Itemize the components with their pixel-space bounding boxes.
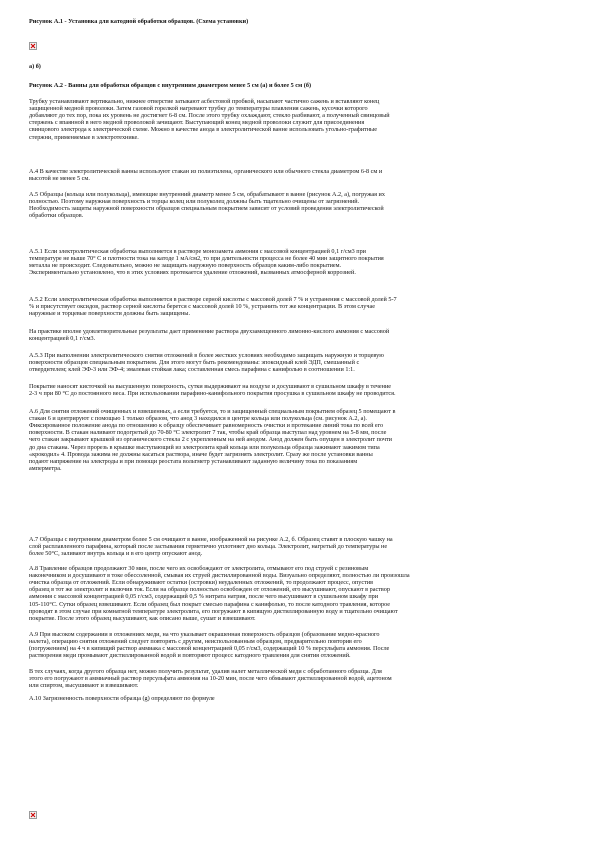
paragraph-line: наружные и торцевые поверхности должны быть защищены. xyxy=(29,310,191,318)
paragraph-line: На практике вполне удовлетворительные результаты дает применение раствора двухзамещенного лимонно-кислого аммония с массовой xyxy=(29,328,390,335)
paragraph-line: отвердителем; клей ЭФ-3 или ЭФ-4; эмалевая стойкая лака; составленная смесь парафина с канифолью в соотношении 1:1. xyxy=(29,366,355,374)
paragraph-line: поверхности образцов специальным покрытием. Для этого могут быть рекомендованы: эпоксидный клей ЭДП, смешанный с xyxy=(29,359,360,367)
paragraph-line: этого его погружают в аммиачный раствор персульфата аммония на 10-20 мин, после чего обмывают дистиллированной водой, ацетоном xyxy=(29,675,392,683)
paragraph-line: более 50°С, заливают внутрь кольца и в его центр опускают анод. xyxy=(29,550,203,558)
paragraph-line: обработки образцов. xyxy=(29,212,84,220)
paragraph-line: налета), операцию снятия отложений следует повторять с другим, неиспользованным образцом, предварительно повторив его xyxy=(29,638,362,646)
paragraph-line: Необходимость защиты наружной поверхности образцов специальным покрытием зависит от условий проведения электролитической xyxy=(29,205,384,213)
paragraph-line: концентрацией 0,1 г/см3. xyxy=(29,335,96,343)
paragraph-line: температуре не выше 70° С и плотности тока на катоде 1 мА/см2, то при длительности процесса не более 40 мин защитного покрытия xyxy=(29,255,384,263)
paragraph-line: полностью. Поэтому наружная поверхность и торцы колец или полуколец должны быть тщательно очищены от загрязнений. xyxy=(29,198,360,206)
paragraph-line: А.5.3 При выполнении электролитического снятия отложений в более жестких условиях необходимо защищать наружную и торцевую xyxy=(29,352,384,359)
paragraph-line: А.9 При высоком содержании в отложениях меди, на что указывает окрашенная поверхность образцов (образование медно-красного xyxy=(29,631,380,638)
figure-a1-caption: Рисунок А.1 - Установка для катодной обработки образцов. (Схема установки) xyxy=(29,18,249,25)
paragraph-line: стержень с впаянной в него медной проволокой зачищают. Выступающий конец медной проволоки служит для присоединения xyxy=(29,119,365,127)
paragraph-line: защищенной медной проволоки. Затем газовой горелкой нагревают трубку до температуры плавления сажень, кусочки которого xyxy=(29,105,368,113)
paragraph-line: А.5 Образцы (кольца или полукольца), имеющие внутренний диаметр менее 5 см, обрабатывают в ванне (рисунок А.2, а), погружая их xyxy=(29,191,385,198)
paragraph-line: покрытие. После этого образец высушивают, как описано выше, сушат и взвешивают. xyxy=(29,614,256,622)
paragraph-line: наконечником и досушивают в токе обессоленной, смывая их струей дистиллированной воды. Визуально определяют, полностью ли произошла xyxy=(29,572,410,580)
formula-image-icon xyxy=(29,811,37,819)
paragraph-line: 105-110°С. Сутки образец взвешивают. Если образец был покрыт смесью парафина с канифолью, то после катодного травления, которое xyxy=(29,600,391,608)
paragraph-line: растворения меди промывают дистиллированной водой и повторяют процесс катодного травления для снятия отложений. xyxy=(29,652,351,660)
paragraph-line: стержни, применяемые в электротехнике. xyxy=(29,133,139,141)
paragraph-line: В тех случаях, когда другого образца нет, можно получить результат, удалив налет металлической меди с обработанного образца. Для xyxy=(29,668,382,675)
paragraph-line: стакан 6 и центрируют с помощью 1 только образом, что анод 3 находился в центре кольца или полукольца (см. рисунок А.2, а). xyxy=(29,415,367,423)
paragraph-line: 2-3 ч при 80 °С до постоянного веса. При использовании парафино-канифольного покрытия просушка в сушильном шкафу не проводится. xyxy=(29,390,396,398)
paragraph-line: А.5.1 Если электролитическая обработка выполняется в растворе монозамета аммония с массовой концентрацией 0,1 г/см3 при xyxy=(29,248,366,255)
paragraph-line: «крокодил» 4. Провода зажима не должны касаться раствора, иначе будет загрязнять электролит. Сразу же после установки ванны xyxy=(29,450,373,458)
paragraph-line: высотой не менее 5 см. xyxy=(29,175,90,183)
paragraph-line: А.7 Образцы с внутренним диаметром более 5 см очищают в ванне, изображенной на рисунке А.2, б. Образец ставят в плоскую чашку на xyxy=(29,536,393,543)
paragraph-line: свинцового электрода к электрической схеме. Можно в качестве анода в электролитической ванне использовать угольно-графитные xyxy=(29,126,377,134)
paragraph-line: или спиртом, высушивают и взвешивают. xyxy=(29,682,139,690)
paragraph-line: А.10 Загрязненность поверхности образца (g) определяют по формуле xyxy=(29,695,215,702)
figure-a1-subcaption: а) б) xyxy=(29,63,41,70)
paragraph-line: А.6 Для снятия отложений очищенных и взвешенных, а если требуется, то и защищенный специальным покрытием образец 5 помещают в xyxy=(29,408,396,415)
paragraph-line: Покрытие наносят кисточкой на высушенную поверхность, сутки выдерживают на воздухе и досушивают в сушильном шкафу в течение xyxy=(29,383,392,390)
paragraph-line: подают напряжение на электроды и при помощи реостата вольтметр устанавливают заданную величину тока по показаниям xyxy=(29,457,358,465)
paragraph-line: А.8 Травление образцов продолжают 30 мин, после чего их освобождают от электролита, отмывают его под струей с резиновым xyxy=(29,565,369,572)
paragraph-line: поверхности. В стакан наливают подогретый до 70-80 °С электролит 7 так, чтобы край образца выступал над уровнем на 5-8 мм, после xyxy=(29,429,387,437)
broken-image-icon xyxy=(29,42,37,50)
paragraph-line: (погружением) на 4 ч в кипящий раствор аммиака с массовой концентрацией 0,05 г/см3, содержащий 10 % персульфата аммония. После xyxy=(29,645,390,653)
paragraph-line: слой расплавленного парафина, который после застывания герметично уплотняет дно кольца. Электролит, нагретый до температуры не xyxy=(29,543,388,551)
paragraph-line: Экспериментально установлено, что в этих условиях протекается удаление отложений, вызванных атмосферной коррозией. xyxy=(29,269,356,277)
paragraph-line: образец в тот же электролит и включив ток. Если на образце полностью освобожден от отложений, его высушивают, опускают в раствор xyxy=(29,586,390,594)
paragraph-line: до дна стакана. Через прорезь в крышке выступающий из электролита край кольца или полукольца образца зажимают зажимом типа xyxy=(29,443,380,451)
paragraph-line: добавляют до тех пор, пока их уровень не достигнет 6-8 см. После этого трубку охлаждают, стекло разбивают, а полученный свинцовый xyxy=(29,112,390,120)
paragraph-line: металла не происходит. Следовательно, можно не защищать наружную поверхность образцов каким-либо покрытием. xyxy=(29,262,342,270)
figure-a2-caption: Рисунок А.2 - Ванны для обработки образцов с внутренним диаметром менее 5 см (а) и более 5 см (б) xyxy=(29,82,312,89)
paragraph-line: А.4 В качестве электролитической ванны используют стакан из полиэтилена, органического или обычного стекла диаметром 6-8 см и xyxy=(29,168,383,175)
paragraph-line: А.5.2 Если электролитическая обработка выполняется в растворе серной кислоты с массовой долей 7 % и устранения с массовой долей 5-7 xyxy=(29,296,397,303)
paragraph-line: Трубку устанавливают вертикально, нижнее отверстие затыкают асбестовой пробкой, насыпают частично сажень и вставляют конец xyxy=(29,98,380,105)
paragraph-line: проводят в этом случае при комнатной температуре электролита, его погружают в кипящую дистиллированную воду и тщательно очищают xyxy=(29,607,398,615)
paragraph-line: амперметра. xyxy=(29,464,62,472)
paragraph-line: % и присутствует оксидов, раствор серной кислоты берется с массовой долей 10 %, устранить тот же концентрации. В этом случае xyxy=(29,303,375,311)
paragraph-line: Фиксированное положение анода по отношению к образцу обеспечивает равномерность очистки и протекание линий тока по всей его xyxy=(29,422,384,430)
paragraph-line: очистка образца от отложений. Если обнаруживают остатки (островки) неудаленных отложений, то продолжают процесс, опустив xyxy=(29,579,374,587)
paragraph-line: чего стакан закрывают крышкой из органического стекла 2 с укрепленным на ней анодом. Анод должен быть опущен в электролит почти xyxy=(29,436,392,444)
paragraph-line: аммония с массовой концентрацией 0,05 г/см3, содержащий 0,5 % нитрата натрия, после чего высушивают в сушильном шкафу при xyxy=(29,593,379,601)
